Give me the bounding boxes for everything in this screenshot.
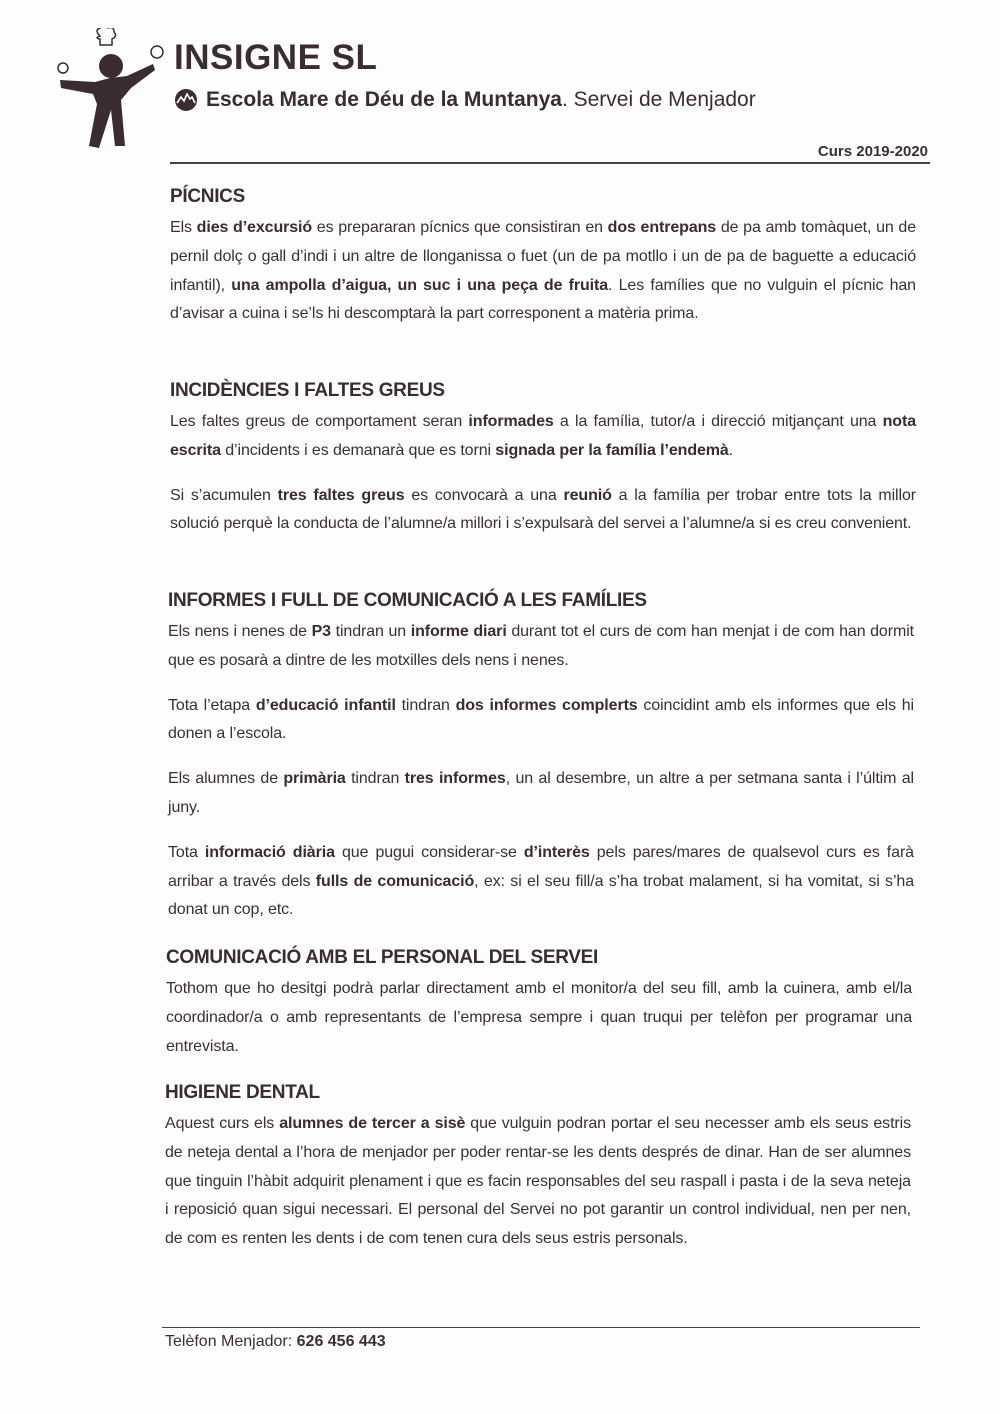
- text: pels pares/mares de qualsevol curs es farà arribar a través dels: [168, 843, 914, 890]
- phone-number: 626 456 443: [296, 1333, 386, 1350]
- text: que vulguin podran portar el seu necesser amb els seus estris de neteja dental a l’hora de menjador per poder rentar-se les dents després de dinar. Han de ser alumnes que tinguin l’hàbit adquirit plenament i que es facin responsables del seu raspall i pasta i de la seva neteja i reposició quan sigui necessari. El personal del Servei no pot garantir un control individual, nen per nen, de com es renten les dents i de com tenen cura dels seus estris personals.: [165, 1115, 912, 1248]
- text: coincidint amb els informes que els hi donen a l’escola.: [168, 696, 915, 743]
- text: tindran: [345, 770, 405, 788]
- footer-divider: [162, 1327, 920, 1328]
- bold-text: informades: [468, 413, 554, 430]
- bold-text: primària: [283, 770, 346, 788]
- paragraph: [168, 692, 914, 750]
- text: tindran un: [330, 623, 411, 640]
- bold-text: tres informes: [404, 770, 506, 788]
- bold-text: signada per la família l’endemà: [495, 441, 729, 459]
- text: tindran: [395, 696, 456, 714]
- paragraph: [170, 214, 916, 329]
- text: a la família per trobar entre tots la millor solució perquè la conducta de l’alumne/a millori i s’expulsarà del servei a l’alumne/a si es creu convenient.: [170, 486, 916, 533]
- text: de pa amb tomàquet, un de pernil dolç o gall d’indi i un altre de llonganissa o fuet (un de pa motllo i un de pa de baguette a educació infantil),: [170, 219, 916, 294]
- section: [170, 186, 916, 345]
- paragraph: [168, 765, 914, 823]
- bold-text: fulls de comunicació: [315, 872, 475, 890]
- bold-text: alumnes de tercer a sisè: [279, 1115, 466, 1132]
- bold-text: d’educació infantil: [255, 696, 396, 714]
- text: Tota l’etapa: [168, 696, 256, 714]
- bold-text: una ampolla d’aigua, un suc i una peça de fruita: [231, 276, 609, 294]
- course-year: Curs 2019-2020: [817, 143, 928, 160]
- text: a la família, tutor/a i direcció mitjançant una: [553, 413, 883, 430]
- bold-text: dos entrepans: [607, 219, 717, 236]
- section-heading: HIGIENE DENTAL: [165, 1082, 320, 1103]
- paragraph: [165, 1110, 911, 1254]
- bold-text: informe diari: [410, 623, 507, 640]
- section: [168, 590, 914, 941]
- text: Les faltes greus de comportament seran: [170, 413, 469, 430]
- section-heading: INFORMES I FULL DE COMUNICACIÓ A LES FAMÍLIES: [168, 590, 647, 611]
- section-heading: COMUNICACIÓ AMB EL PERSONAL DEL SERVEI: [166, 947, 598, 968]
- section-heading: INCIDÈNCIES I FALTES GREUS: [170, 380, 445, 401]
- text: d’incidents i es demanarà que es torni: [220, 441, 496, 459]
- text: que pugui considerar-se: [334, 843, 524, 861]
- school-suffix: . Servei de Menjador: [561, 88, 756, 111]
- text: , un al desembre, un altre a per setmana santa i l’últim al juny.: [168, 770, 914, 816]
- text: Si s’acumulen: [170, 486, 278, 504]
- paragraph: [170, 408, 916, 466]
- chef-logo-icon: [55, 28, 170, 153]
- footer-label: Telèfon Menjador:: [165, 1333, 297, 1350]
- bold-text: dies d’excursió: [196, 219, 313, 236]
- bold-text: P3: [311, 623, 331, 640]
- section: [170, 380, 916, 555]
- paragraph: [168, 618, 914, 676]
- text: Els: [170, 219, 197, 236]
- bold-text: reunió: [563, 486, 612, 504]
- header-divider: [170, 162, 930, 164]
- school-name: Escola Mare de Déu de la Muntanya: [206, 88, 562, 111]
- text: . Les famílies que no vulguin el pícnic han d’avisar a cuina i se’ls hi descomptarà la part corresponent a matèria prima.: [170, 276, 916, 323]
- text: Tothom que ho desitgi podrà parlar directament amb el monitor/a del seu fill, amb la cuinera, amb el/la coordinador/a o amb representants de l’empresa sempre i quan truqui per telèfon per programar una entrevista.: [166, 980, 912, 1055]
- text: durant tot el curs de com han menjat i de com han dormit que es posarà a dintre de les motxilles dels nens i nenes.: [168, 623, 914, 669]
- bold-text: informació diària: [204, 843, 335, 861]
- paragraph: [166, 975, 912, 1061]
- section: [165, 1082, 911, 1270]
- bold-text: d’interès: [523, 843, 590, 861]
- paragraph: [170, 482, 916, 540]
- text: es convocarà a una: [404, 486, 564, 504]
- bold-text: tres faltes greus: [277, 486, 405, 504]
- section-heading: PÍCNICS: [170, 186, 245, 207]
- text: Els nens i nenes de: [168, 623, 312, 640]
- bold-text: dos informes complerts: [455, 696, 638, 714]
- text: Els alumnes de: [168, 770, 284, 788]
- text: , ex: si el seu fill/a s’ha trobat malament, si ha vomitat, si s’ha donat un cop, etc.: [168, 872, 915, 919]
- text: Aquest curs els: [165, 1115, 280, 1132]
- mountain-emblem-icon: [174, 88, 198, 112]
- footer-phone: [165, 1333, 386, 1351]
- bold-text: nota escrita: [170, 413, 916, 459]
- section: [166, 947, 912, 1077]
- text: es prepararan pícnics que consistiran en: [312, 219, 608, 236]
- text: .: [728, 441, 734, 459]
- text: Tota: [168, 843, 205, 861]
- paragraph: [168, 839, 914, 925]
- school-line: [174, 88, 756, 112]
- brand-name: INSIGNE SL: [174, 38, 378, 77]
